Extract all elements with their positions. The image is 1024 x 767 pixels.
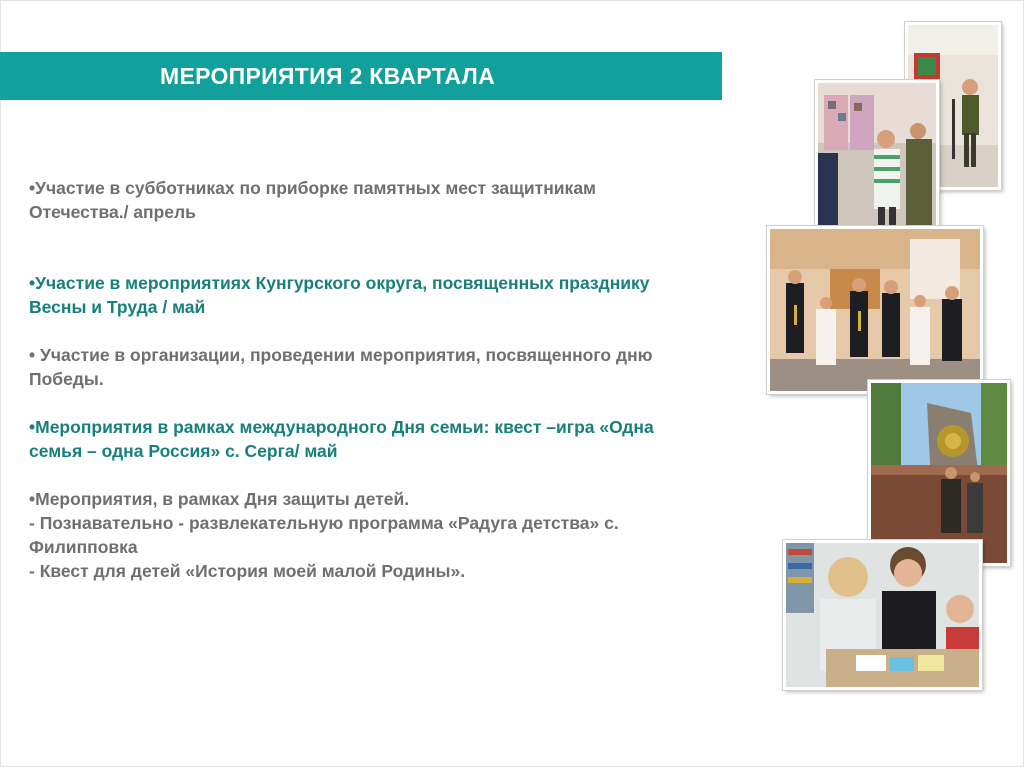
text-line: - Познавательно - развлекательную программа «Радуга детства» с. — [29, 513, 619, 533]
text-line: Весны и Труда / май — [29, 297, 206, 317]
text-line: •Мероприятия, в рамках Дня защиты детей. — [29, 489, 410, 509]
list-item-family-day — [29, 415, 764, 463]
photo-monument — [868, 380, 1010, 566]
text-line: Победы. — [29, 369, 104, 389]
text-line: •Участие в мероприятиях Кунгурского округа, посвященных празднику — [29, 273, 650, 293]
text-line: •Мероприятия в рамках международного Дня семьи: квест –игра «Одна — [29, 417, 654, 437]
text-line: - Квест для детей «История моей малой Родины». — [29, 561, 466, 581]
list-item-kungur — [29, 271, 764, 319]
text-line: • Участие в организации, проведении мероприятия, посвященного дню — [29, 345, 653, 365]
text-line: Филипповка — [29, 537, 138, 557]
list-item-children-day — [29, 487, 764, 583]
slide-content — [29, 176, 764, 583]
list-item-subbotnik — [29, 176, 764, 224]
photo-exhibition — [815, 80, 939, 244]
slide-title: МЕРОПРИЯТИЯ 2 КВАРТАЛА — [160, 63, 496, 89]
list-item-victory — [29, 343, 764, 391]
photo-cadets — [767, 226, 983, 394]
photo-children-game — [783, 540, 982, 690]
text-line: •Участие в субботниках по приборке памятных мест защитникам — [29, 178, 596, 198]
text-line: Отечества./ апрель — [29, 202, 196, 222]
text-line: семья – одна Россия» с. Серга/ май — [29, 441, 338, 461]
